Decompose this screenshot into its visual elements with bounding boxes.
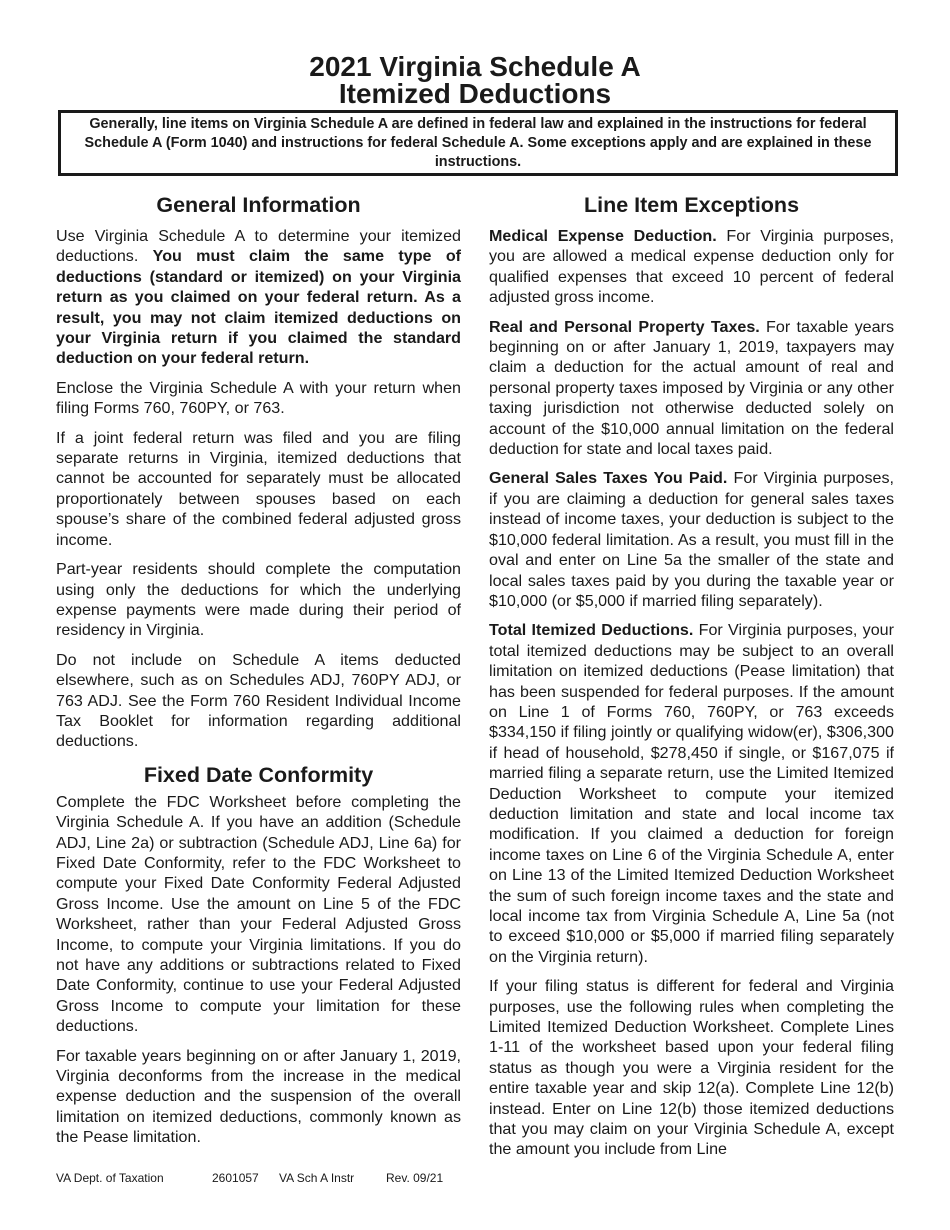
general-info-paragraph-3: If a joint federal return was filed and you are filing separate returns in Virginia, itemized deductions that cannot be accounted for separately must be allocated proportionately between spouses based on each spouse’s share of the combined federal adjusted gross income.	[56, 428, 461, 549]
left-column	[56, 191, 461, 1157]
general-info-paragraph-1: Use Virginia Schedule A to determine your itemized deductions. You must claim the same type of deductions (standard or itemized) on your Virginia return as you claimed on your federal return. As a result, you may not claim itemized deductions on your Virginia return if you claimed the standard deduction on your federal return.	[56, 227, 462, 368]
general-info-paragraph-5: Do not include on Schedule A items deducted elsewhere, such as on Schedules ADJ, 760PY ADJ, or 763 ADJ. See the Form 760 Resident Individual Income Tax Booklet for information regarding additional deductions.	[56, 650, 461, 751]
notice-box: Generally, line items on Virginia Schedule A are defined in federal law and explained in the instructions for federal Schedule A (Form 1040) and instructions for federal Schedule A. Some exceptions apply and are explained in these instructions.	[58, 110, 898, 176]
fdc-paragraph-1: Complete the FDC Worksheet before completing the Virginia Schedule A. If you have an addition (Schedule ADJ, Line 2a) or subtraction (Schedule ADJ, Line 6a) for Fixed Date Conformity, refer to the FDC Worksheet to compute your Fixed Date Conformity Federal Adjusted Gross Income. Use the amount on Line 5 of the FDC Worksheet, rather than your Federal Adjusted Gross Income, to compute your Virginia limitations. If you do not have any additions or subtractions related to Fixed Date Conformity, continue to use your Federal Adjusted Gross Income to compute your limitation for these deductions.	[56, 792, 461, 1036]
exceptions-heading: Line Item Exceptions	[583, 193, 800, 217]
footer-rev: Rev. 09/21	[386, 1171, 444, 1185]
page-footer	[56, 1170, 443, 1186]
footer-code: 2601057	[212, 1171, 259, 1185]
general-info-heading: General Information	[156, 193, 361, 217]
total-itemized-paragraph: Total Itemized Deductions. For Virginia purposes, your total itemized deductions may be subject to an overall limitation on itemized deductions (Pease limitation) that has been suspended for federal purposes. If the amount on Line 1 of Forms 760, 760PY, or 763 exceeds $334,150 if filing jointly or qualifying widow(er), $306,300 if head of household, $278,450 if single, or $167,075 if married filing a separate return, use the Limited Itemized Deduction Worksheet to compute your itemized deduction limitation and state and local income tax modification. If you claimed a deduction for foreign income taxes on Line 6 of the Virginia Schedule A, enter on Line 13 of the Limited Itemized Deduction Worksheet the sum of such foreign income taxes and the state and local income tax from Virginia Schedule A, Line 5a (not to exceed $10,000 or $5,000 if married filing separately on the Virginia return).	[489, 621, 894, 966]
page-subtitle: Itemized Deductions	[338, 78, 612, 109]
general-info-paragraph-4: Part-year residents should complete the computation using only the deductions for which the underlying expense payments were made during their period of residency in Virginia.	[56, 560, 461, 640]
sales-taxes-paragraph: General Sales Taxes You Paid. For Virginia purposes, if you are claiming a deduction for general sales taxes instead of income taxes, your deduction is subject to the $10,000 federal limitation. As a result, you must fill in the oval and enter on Line 5a the smaller of the state and local sales taxes paid by you during the taxable year or $10,000 (or $5,000 if married filing separately).	[489, 469, 894, 610]
fdc-paragraph-2: For taxable years beginning on or after January 1, 2019, Virginia deconforms from the increase in the medical expense deduction and the suspension of the overall limitation on itemized deductions, commonly known as the Pease limitation.	[56, 1046, 461, 1147]
footer-dept: VA Dept. of Taxation	[56, 1171, 164, 1185]
footer-form: VA Sch A Instr	[279, 1171, 355, 1185]
medical-expense-paragraph: Medical Expense Deduction. For Virginia purposes, you are allowed a medical expense deduction only for qualified expenses that exceed 10 percent of federal adjusted gross income.	[489, 227, 894, 307]
property-taxes-paragraph: Real and Personal Property Taxes. For taxable years beginning on or after January 1, 2019, taxpayers may claim a deduction for the actual amount of real and personal property taxes imposed by Virginia or any other taxing jurisdiction not otherwise deducted solely on account of the $10,000 annual limitation on the federal deduction for state and local taxes paid.	[489, 317, 894, 459]
page-title: 2021 Virginia Schedule A	[309, 51, 641, 82]
general-info-paragraph-2: Enclose the Virginia Schedule A with your return when filing Forms 760, 760PY, or 763.	[56, 378, 461, 418]
filing-status-paragraph: If your filing status is different for federal and Virginia purposes, use the following rules when completing the Limited Itemized Deduction Worksheet. Complete Lines 1-11 of the worksheet based upon your federal filing status as though you were a Virginia resident for the entire taxable year and skip 12(a). Complete Line 12(b) instead. Enter on Line 12(b) those itemized deductions that you may claim on your Virginia Schedule A, except the amount you include from Line	[489, 977, 894, 1159]
right-column	[489, 191, 894, 1169]
fdc-heading: Fixed Date Conformity	[143, 762, 374, 787]
